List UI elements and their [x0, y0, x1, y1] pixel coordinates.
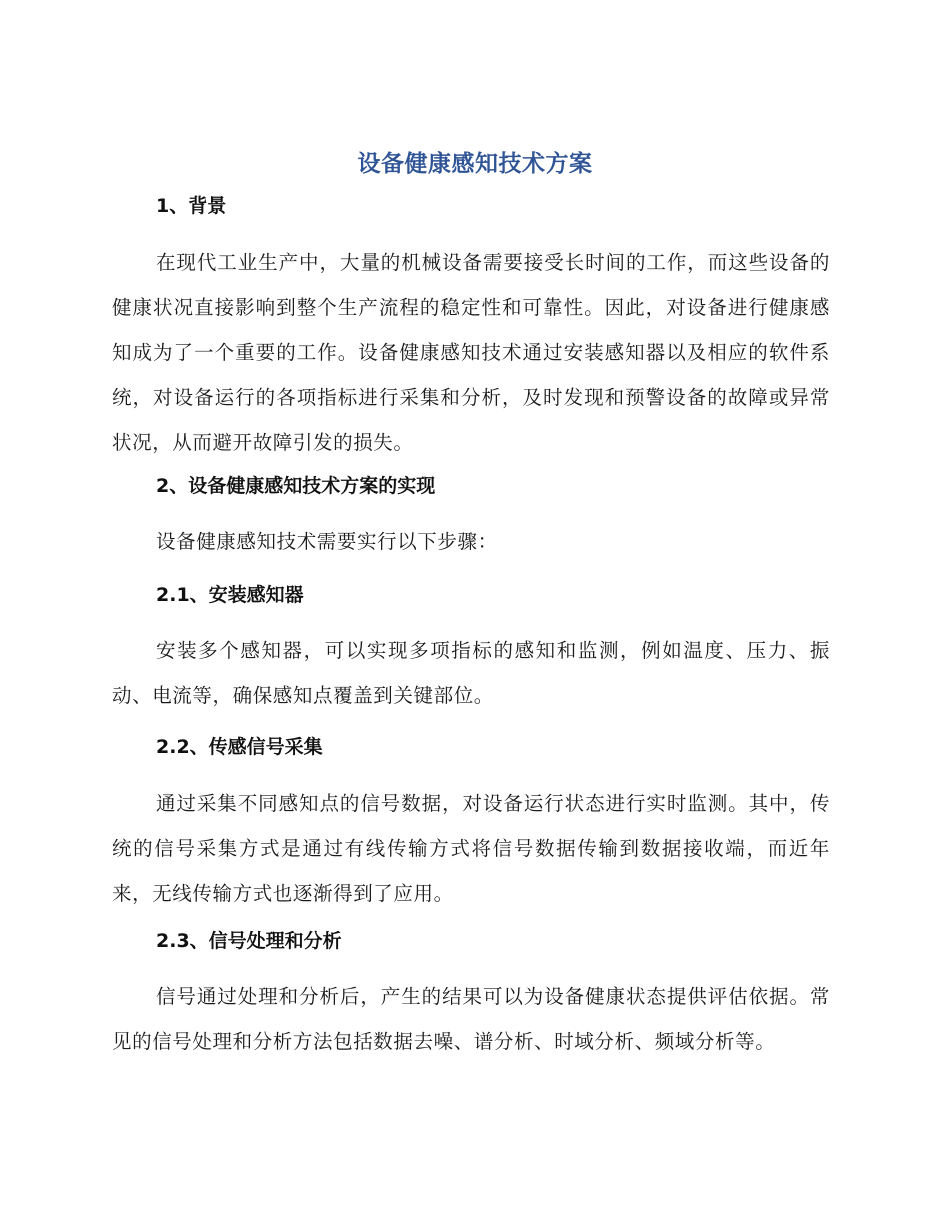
section-heading-background: 1、背景 — [156, 195, 227, 217]
section-paragraph-signal-processing: 信号通过处理和分析后，产生的结果可以为设备健康状态提供评估依据。常见的信号处理和分析方法包括数据去噪、谱分析、时域分析、频域分析等。 — [112, 985, 830, 1053]
section-paragraph-install-sensors: 安装多个感知器，可以实现多项指标的感知和监测，例如温度、压力、振动、电流等，确保感知点覆盖到关键部位。 — [112, 639, 830, 707]
section-heading-install-sensors: 2.1、安装感知器 — [156, 584, 304, 606]
section-heading-implementation: 2、设备健康感知技术方案的实现 — [156, 475, 436, 497]
section-paragraph-background: 在现代工业生产中，大量的机械设备需要接受长时间的工作，而这些设备的健康状况直接影响到整个生产流程的稳定性和可靠性。因此，对设备进行健康感知成为了一个重要的工作。设备健康感知技术通过安装感知器以及相应的软件系统，对设备运行的各项指标进行采集和分析，及时发现和预警设备的故障或异常状况，从而避开故障引发的损失。 — [112, 251, 830, 454]
section-heading-signal-acquisition: 2.2、传感信号采集 — [156, 736, 323, 758]
document-title: 设备健康感知技术方案 — [357, 151, 593, 177]
section-heading-signal-processing: 2.3、信号处理和分析 — [156, 930, 342, 952]
section-paragraph-signal-acquisition: 通过采集不同感知点的信号数据，对设备运行状态进行实时监测。其中，传统的信号采集方式是通过有线传输方式将信号数据传输到数据接收端，而近年来，无线传输方式也逐渐得到了应用。 — [112, 792, 830, 905]
section-paragraph-implementation: 设备健康感知技术需要实行以下步骤： — [156, 530, 498, 553]
